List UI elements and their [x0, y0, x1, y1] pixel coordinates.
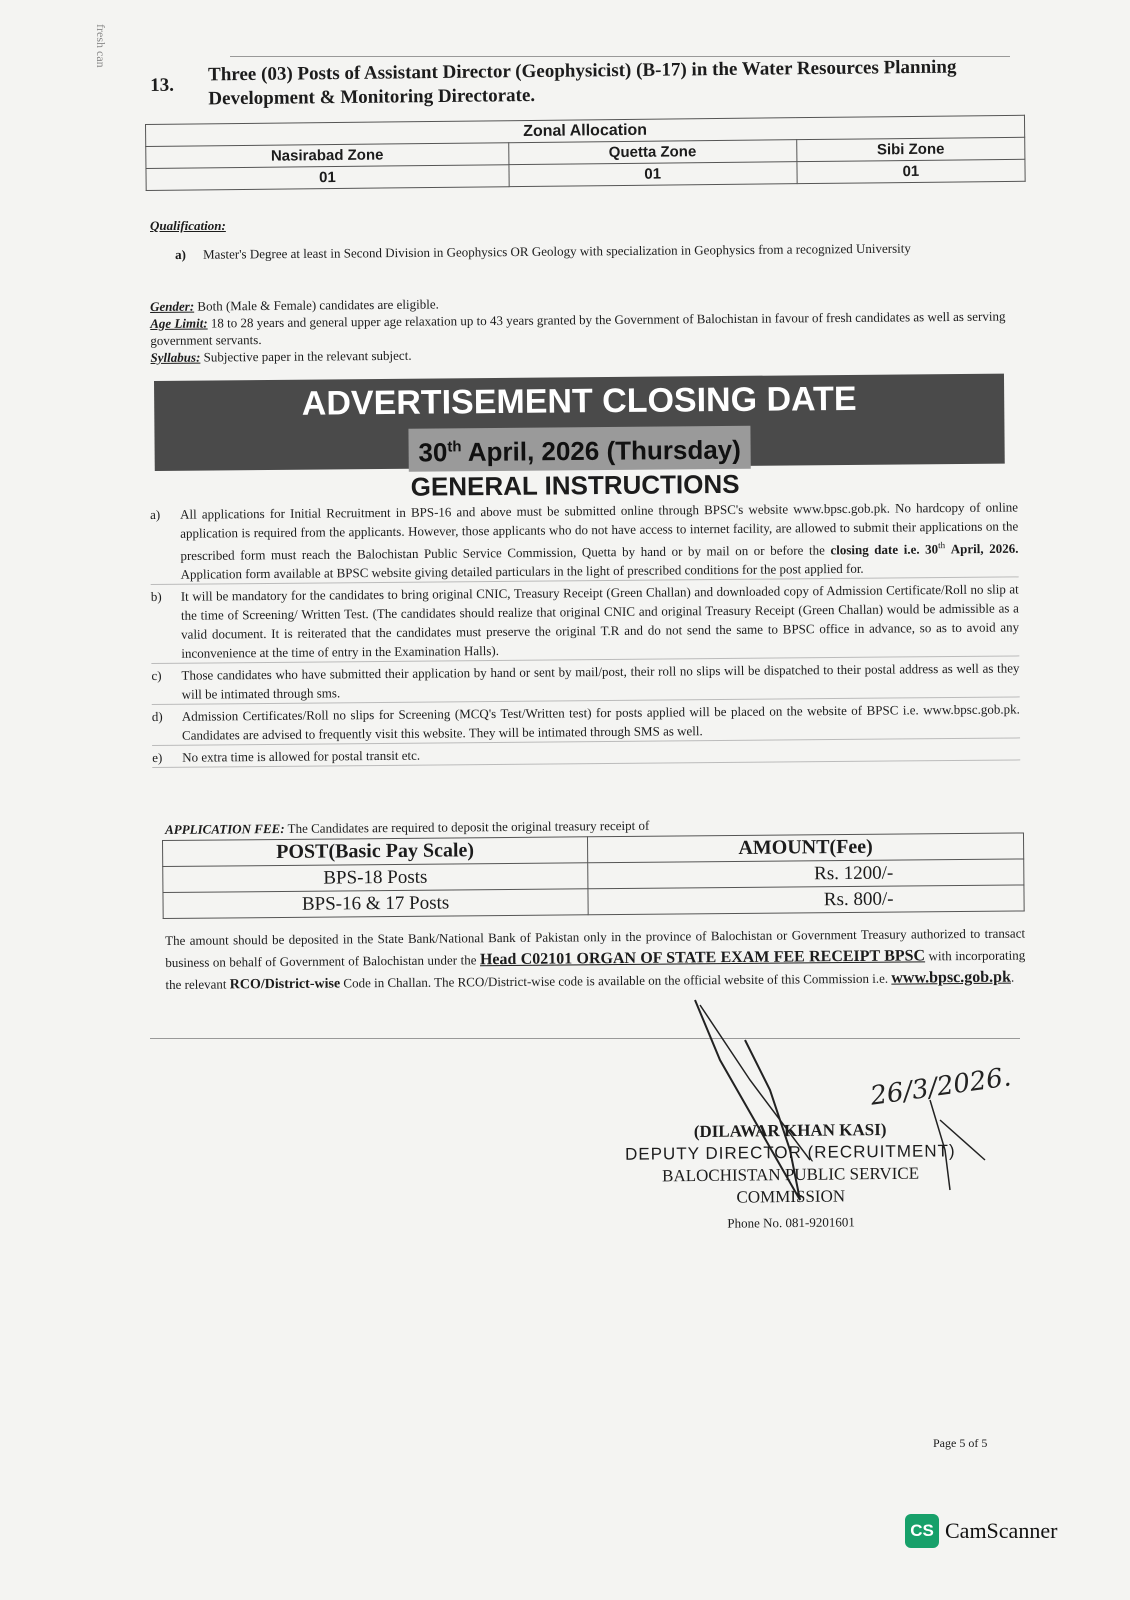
- page-number: Page 5 of 5: [933, 1436, 988, 1450]
- age-limit-text: 18 to 28 years and general upper age relaxation up to 43 years granted by the Government of Balochistan in favour of fresh candidates as well as serving government servants.: [150, 308, 1006, 348]
- zone-posts: 01: [509, 162, 797, 187]
- fee-post: BPS-16 & 17 Posts: [163, 889, 588, 919]
- banner-day-suffix: th: [447, 438, 462, 456]
- application-fee-label: APPLICATION FEE:: [165, 820, 285, 837]
- closing-date-rest: April, 2026.: [950, 540, 1019, 557]
- instruction-text: It will be mandatory for the candidates to bring original CNIC, Treasury Receipt (Green Challan) and downloaded copy of Admission Certificate/Roll no slip at the time of Screening/ Written Test. (The candidates should realize that original CNIC and original Treasury Receipt (Green Challan) would be admissible as a valid document. It is reiterated that the candidates must preserve the original T.R and do not send the same to BPSC office in advance, so as to avoid any inconvenience at the time of entry in the Examination Halls).: [180, 581, 1020, 662]
- deposit-text-2: with incorporating the relevant: [165, 947, 1026, 992]
- age-limit-label: Age Limit:: [150, 315, 208, 331]
- section-number: 13.: [150, 74, 175, 96]
- head-of-account: Head C02101 ORGAN OF STATE EXAM FEE RECEIPT BPSC: [479, 947, 926, 969]
- closing-date-suffix: th: [938, 540, 946, 551]
- signatory-name: (DILAWAR KHAN KASI): [693, 1120, 887, 1142]
- signature-block: [600, 1118, 981, 1236]
- qualification-item-label: a): [175, 246, 186, 262]
- signatory-org: BALOCHISTAN PUBLIC SERVICE: [661, 1163, 920, 1186]
- fee-amount: Rs. 800/-: [588, 885, 1024, 915]
- banner-day: 30: [418, 437, 448, 468]
- margin-note: fresh can: [94, 24, 108, 68]
- fee-header-post: POST(Basic Pay Scale): [163, 837, 588, 867]
- phone-number: Phone No. 081-9201601: [727, 1214, 855, 1231]
- qualification-heading: Qualification:: [150, 218, 226, 233]
- website-link[interactable]: www.bpsc.gob.pk: [891, 968, 1012, 987]
- rco-code-label: RCO/District-wise: [229, 976, 341, 993]
- zone-name: Nasirabad Zone: [146, 143, 509, 169]
- instruction-text: All applications for Initial Recruitment in BPS-16 and above must be submitted online through BPSC's website www.bpsc.gob.pk. No hardcopy of online application is required from the applicants. However, those applicants who do not have access to internet facility, are allowed to submit their applications on the prescribed form must reach the Balochistan Public Service Commission, Quetta by hand or by mail on or before the: [180, 499, 1019, 564]
- general-instructions-heading: GENERAL INSTRUCTIONS: [410, 468, 740, 502]
- fee-amount: Rs. 1200/-: [588, 859, 1024, 889]
- zonal-heading: Zonal Allocation: [146, 115, 1025, 146]
- zone-posts: 01: [146, 165, 509, 191]
- gender-label: Gender:: [150, 298, 195, 314]
- camscanner-logo-icon: CS: [905, 1514, 939, 1548]
- closing-date-text: closing date i.e. 30: [830, 541, 939, 558]
- instruction-text: Those candidates who have submitted their application by hand or sent by mail/post, their roll no slips will be dispatched to their postal address as well as they will be intimated through sms.: [181, 660, 1020, 703]
- handwritten-date: 26/3/2026.: [868, 1062, 1013, 1112]
- instruction-label: d): [151, 709, 163, 725]
- camscanner-name: CamScanner: [945, 1518, 1058, 1543]
- signatory-org-2: COMMISSION: [736, 1186, 846, 1207]
- deposit-text: The amount should be deposited in the State Bank/National Bank of Pakistan only in the province of Balochistan or Government Treasury authorized to transact business on behalf of Government of Balochistan under the: [165, 925, 1026, 970]
- zone-name: Quetta Zone: [508, 140, 796, 165]
- instruction-text: No extra time is allowed for postal transit etc.: [182, 747, 421, 766]
- qualification-item-text: Master's Degree at least in Second Division in Geophysics OR Geology with specialization in Geophysics from a recognized University: [203, 240, 911, 262]
- camscanner-watermark: [905, 1514, 1057, 1548]
- instruction-text: Admission Certificates/Roll no slips for Screening (MCQ's Test/Written test) for posts applied will be placed on the website of BPSC i.e. www.bpsc.gob.pk. Candidates are advised to frequently visit this website. They will be intimated through SMS as well.: [181, 701, 1020, 744]
- deposit-end: .: [1010, 969, 1015, 985]
- section-title-text: Three (03) Posts of Assistant Director (Geophysicist) (B-17) in the Water Resources Planning Development & Monitoring Directorate.: [208, 56, 957, 110]
- banner-title: ADVERTISEMENT CLOSING DATE: [301, 379, 857, 423]
- signatory-designation: DEPUTY DIRECTOR (RECRUITMENT): [624, 1141, 956, 1164]
- fee-post: BPS-18 Posts: [163, 863, 588, 893]
- deposit-text-3: Code in Challan. The RCO/District-wise code is available on the official website of this Commission i.e.: [343, 970, 889, 991]
- application-fee-text: The Candidates are required to deposit the original treasury receipt of: [287, 817, 650, 836]
- zone-posts: 01: [797, 159, 1026, 183]
- instruction-text-continued: Application form available at BPSC website giving detailed particulars in the light of prescribed conditions for the post applied for.: [180, 561, 864, 583]
- gender-text: Both (Male & Female) candidates are eligible.: [197, 296, 439, 314]
- syllabus-text: Subjective paper in the relevant subject.: [203, 347, 412, 365]
- instruction-label: b): [150, 589, 162, 605]
- fee-header-amount: AMOUNT(Fee): [588, 833, 1024, 863]
- banner-date-rest: April, 2026 (Thursday): [467, 434, 741, 467]
- instruction-label: c): [151, 668, 162, 684]
- instruction-label: a): [150, 506, 161, 522]
- syllabus-label: Syllabus:: [150, 349, 201, 365]
- instruction-label: e): [152, 750, 163, 766]
- zone-name: Sibi Zone: [796, 137, 1025, 161]
